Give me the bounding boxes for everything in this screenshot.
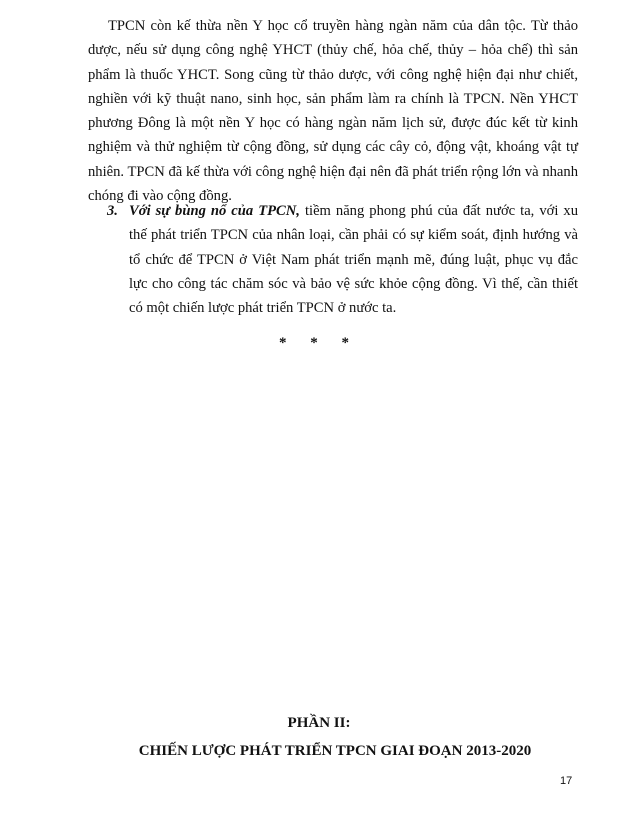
- list-item-text: tiềm năng phong phú của đất nước ta, với xu thế phát triển TPCN của nhân loại, cần phải có sự kiểm soát, định hướng và tổ chức để TPCN ở Việt Nam phát triển mạnh mẽ, đúng luật, phục vụ đắc lực cho công tác chăm sóc và bảo vệ sức khỏe cộng đồng. Vì thế, cần thiết có một chiến lược phát triển TPCN ở nước ta.: [129, 203, 578, 317]
- page-number: 17: [560, 775, 573, 787]
- body-paragraph: TPCN còn kế thừa nền Y học cổ truyền hàng ngàn năm của dân tộc. Từ thảo dược, nếu sử dụng công nghệ YHCT (thủy chế, hỏa chế, thủy – hỏa chế) thì sản phẩm là thuốc YHCT. Song cũng từ thảo dược, với công nghệ hiện đại như chiết, nghiền với kỹ thuật nano, sinh học, sản phẩm làm ra chính là TPCN. Nền YHCT phương Đông là một nền Y học có hàng ngàn năm lịch sử, được đúc kết từ kinh nghiệm và thử nghiệm từ cộng đồng, sử dụng các cây cỏ, động vật, khoáng vật tự nhiên. TPCN đã kế thừa với công nghệ hiện đại nên đã phát triển rộng lớn và nhanh chóng đi vào cộng đồng.: [88, 18, 578, 205]
- list-item-lead: Với sự bùng nổ của TPCN,: [129, 203, 300, 219]
- numbered-list-item: [107, 199, 578, 320]
- list-item-number: 3.: [107, 203, 118, 219]
- section-separator: * * *: [279, 335, 359, 351]
- part-subtitle: CHIẾN LƯỢC PHÁT TRIỂN TPCN GIAI ĐOẠN 2013-2020: [138, 743, 532, 759]
- part-title: PHẦN II:: [287, 715, 351, 731]
- list-item-body: [107, 199, 578, 320]
